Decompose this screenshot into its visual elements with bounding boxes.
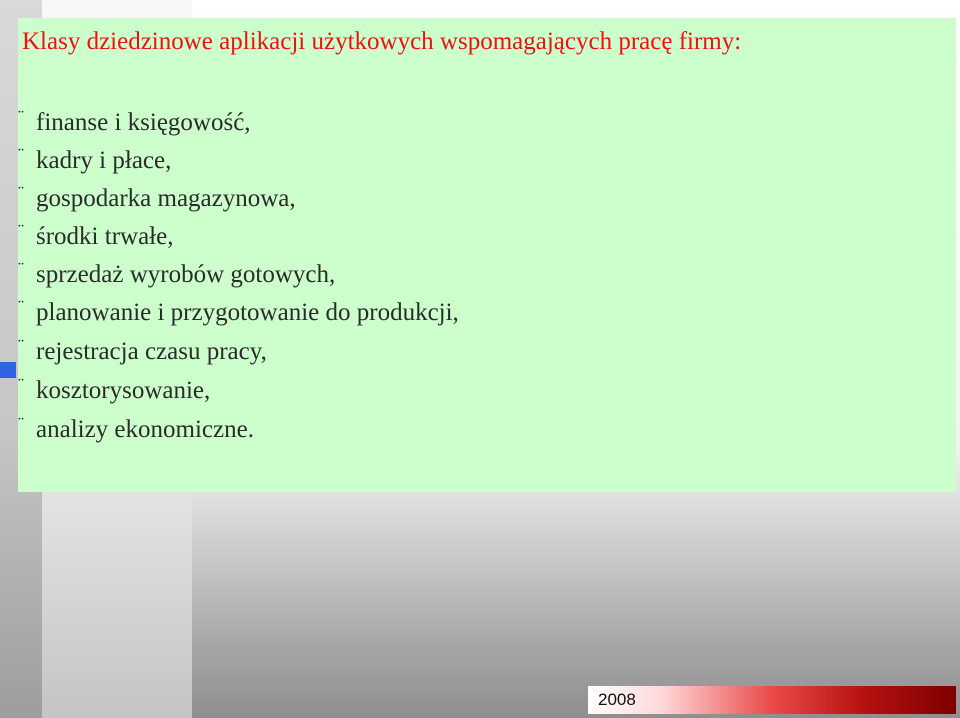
list-item-text: kosztorysowanie, xyxy=(36,377,211,404)
slide-title: Klasy dziedzinowe aplikacji użytkowych wspomagających pracę firmy: xyxy=(22,28,742,55)
bullet-icon: ¨ xyxy=(18,374,24,394)
list-item xyxy=(14,337,459,376)
bullet-list xyxy=(14,108,459,454)
list-item xyxy=(14,146,459,184)
list-item xyxy=(14,108,459,146)
bullet-icon: ¨ xyxy=(18,335,24,355)
bullet-icon: ¨ xyxy=(18,296,24,316)
list-item xyxy=(14,298,459,337)
list-item xyxy=(14,260,459,298)
list-item-text: planowanie i przygotowanie do produkcji, xyxy=(36,299,459,326)
bullet-icon: ¨ xyxy=(18,220,24,240)
list-item-text: analizy ekonomiczne. xyxy=(36,416,254,443)
list-item xyxy=(14,184,459,222)
footer-bar xyxy=(588,686,956,714)
list-item-text: gospodarka magazynowa, xyxy=(36,185,296,212)
bullet-icon: ¨ xyxy=(18,106,24,126)
footer-year: 2008 xyxy=(598,690,636,709)
list-item-text: kadry i płace, xyxy=(36,147,172,174)
list-item-text: rejestracja czasu pracy, xyxy=(36,338,267,365)
list-item-text: sprzedaż wyrobów gotowych, xyxy=(36,261,336,288)
list-item xyxy=(14,376,459,415)
bullet-icon: ¨ xyxy=(18,258,24,278)
bullet-icon: ¨ xyxy=(18,182,24,202)
list-item-text: finanse i księgowość, xyxy=(36,109,251,136)
list-item-text: środki trwałe, xyxy=(36,223,174,250)
list-item xyxy=(14,415,459,454)
list-item xyxy=(14,222,459,260)
bullet-icon: ¨ xyxy=(18,144,24,164)
bullet-icon: ¨ xyxy=(18,413,24,433)
